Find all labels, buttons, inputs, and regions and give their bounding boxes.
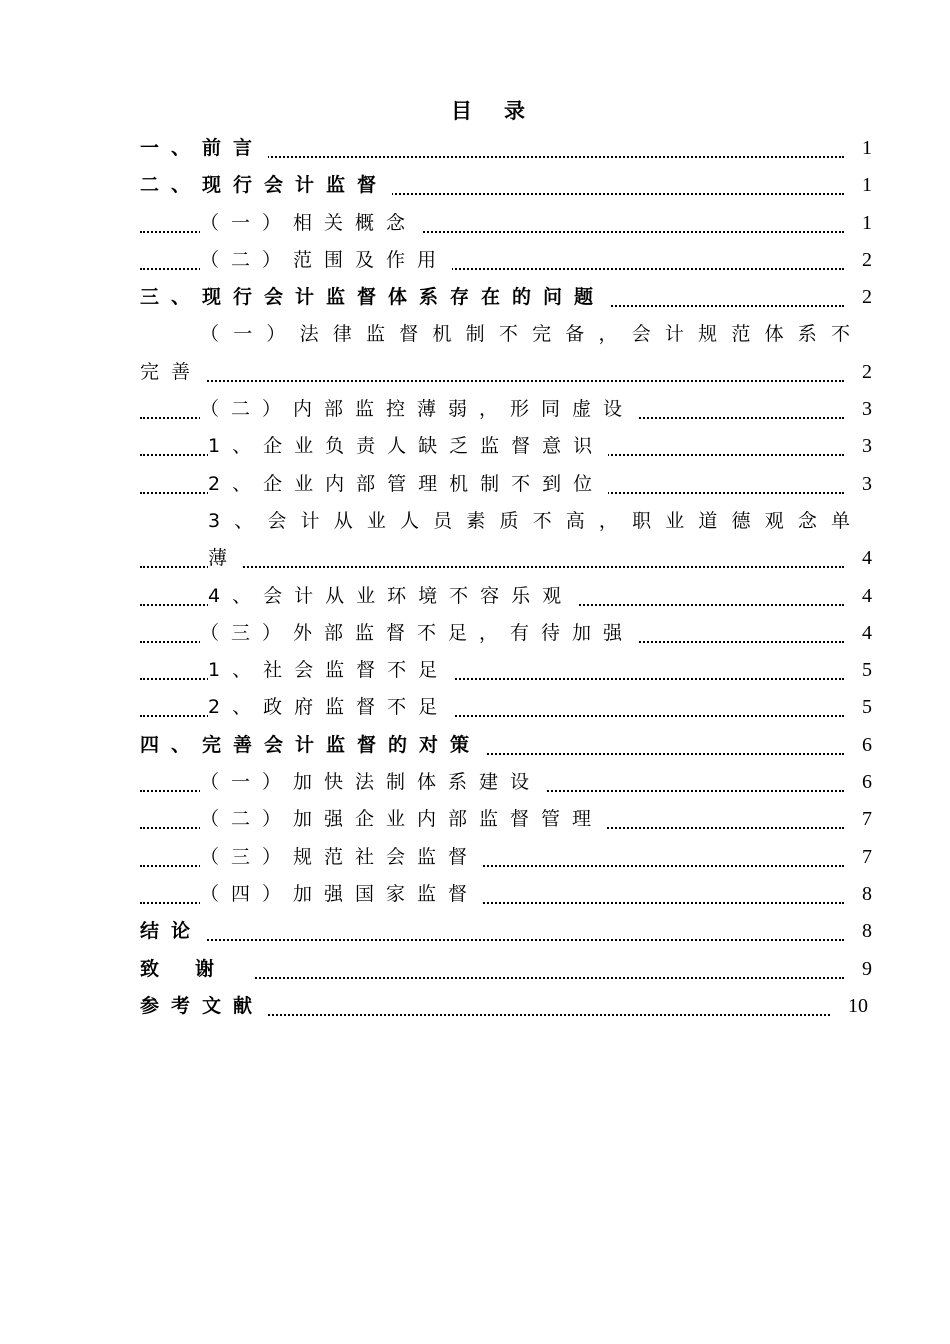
- toc-page-number: 8: [862, 920, 872, 943]
- toc-entry[interactable]: [0, 242, 950, 279]
- toc-entry-text: （一）加快法制体系建设: [200, 764, 545, 801]
- toc-entry[interactable]: [0, 727, 950, 764]
- toc-entry-text: （二）内部监控薄弱，形同虚设: [200, 391, 638, 428]
- toc-entry[interactable]: [0, 205, 950, 242]
- toc-page-number: 4: [862, 621, 872, 644]
- toc-entry-text: 薄: [208, 540, 243, 577]
- toc-entry[interactable]: [0, 764, 950, 801]
- toc-entry[interactable]: [0, 167, 950, 204]
- toc-page-number: 8: [862, 882, 872, 905]
- toc-entry-text: （二）范围及作用: [200, 242, 452, 279]
- toc-entry[interactable]: [0, 428, 950, 465]
- toc-page-number: 3: [862, 472, 872, 495]
- toc-page-number: 5: [862, 696, 872, 719]
- toc-entry-text: 一、前言: [140, 130, 268, 167]
- toc-entry[interactable]: [0, 801, 950, 838]
- toc-page-number: 2: [862, 360, 872, 383]
- toc-entry[interactable]: [0, 615, 950, 652]
- dot-leader: [140, 939, 844, 941]
- toc-entry-text: （三）规范社会监督: [200, 839, 483, 876]
- toc-entry[interactable]: [0, 279, 950, 316]
- toc-page-number: 5: [862, 659, 872, 682]
- toc-entry-text: 四、完善会计监督的对策: [140, 727, 485, 764]
- toc-page-number: 4: [862, 547, 872, 570]
- toc-page-number: 7: [862, 808, 872, 831]
- toc-entry-text: 3、会计从业人员素质不高，职业道德观念单: [208, 503, 850, 540]
- toc-page-number: 1: [862, 211, 872, 234]
- toc-entry[interactable]: [0, 466, 950, 503]
- toc-entry[interactable]: [0, 503, 950, 540]
- toc-page-number: 9: [862, 957, 872, 980]
- toc-entry[interactable]: [0, 652, 950, 689]
- toc-entry[interactable]: [0, 391, 950, 428]
- toc-page-number: 4: [862, 584, 872, 607]
- toc-page-number: 3: [862, 398, 872, 421]
- toc-entry-text: 致谢: [140, 951, 254, 988]
- toc-entry-text: 二、现行会计监督: [140, 167, 392, 204]
- toc-page-number: 7: [862, 845, 872, 868]
- toc-title: 目录: [451, 99, 557, 123]
- toc-entry-text: 完善: [140, 354, 206, 391]
- toc-entry[interactable]: [0, 578, 950, 615]
- dot-leader: [140, 380, 844, 382]
- toc-entry-text: （一）法律监督机制不完备，会计规范体系不: [200, 316, 850, 353]
- toc-entry-text: （四）加强国家监督: [200, 876, 483, 913]
- toc-entry[interactable]: [0, 540, 950, 577]
- toc-page-number: 1: [862, 137, 872, 159]
- toc-entry-text: 2、政府监督不足: [208, 689, 453, 726]
- toc-page-number: 6: [862, 771, 872, 794]
- toc-page-number: 3: [862, 435, 872, 458]
- toc-entry-text: 三、现行会计监督体系存在的问题: [140, 279, 609, 316]
- dot-leader: [140, 566, 844, 568]
- toc-entry[interactable]: [0, 689, 950, 726]
- toc-entry[interactable]: [0, 876, 950, 913]
- toc-entry-text: 参考文献: [140, 988, 268, 1025]
- toc-entry[interactable]: [0, 354, 950, 391]
- toc-entry[interactable]: [0, 913, 950, 950]
- toc-entry-text: （三）外部监督不足，有待加强: [200, 615, 638, 652]
- toc-page-number: 1: [862, 174, 872, 197]
- toc-entry-text: 结论: [140, 913, 206, 950]
- toc-entry-text: （一）相关概念: [200, 205, 421, 242]
- table-of-contents: [0, 130, 950, 1025]
- toc-entry-text: 4、会计从业环境不容乐观: [208, 578, 577, 615]
- toc-entry[interactable]: [0, 951, 950, 988]
- toc-page-number: 2: [862, 286, 872, 309]
- toc-page-number: 6: [862, 733, 872, 756]
- toc-entry[interactable]: [0, 988, 950, 1025]
- toc-entry[interactable]: [0, 316, 950, 353]
- toc-entry-text: 1、社会监督不足: [208, 652, 453, 689]
- toc-page-number: 2: [862, 248, 872, 271]
- toc-page-number: 10: [848, 994, 868, 1017]
- toc-entry-text: 2、企业内部管理机制不到位: [208, 466, 608, 503]
- toc-entry[interactable]: [0, 839, 950, 876]
- toc-entry[interactable]: [0, 130, 950, 167]
- toc-entry-text: （二）加强企业内部监督管理: [200, 801, 607, 838]
- toc-entry-text: 1、企业负责人缺乏监督意识: [208, 428, 608, 465]
